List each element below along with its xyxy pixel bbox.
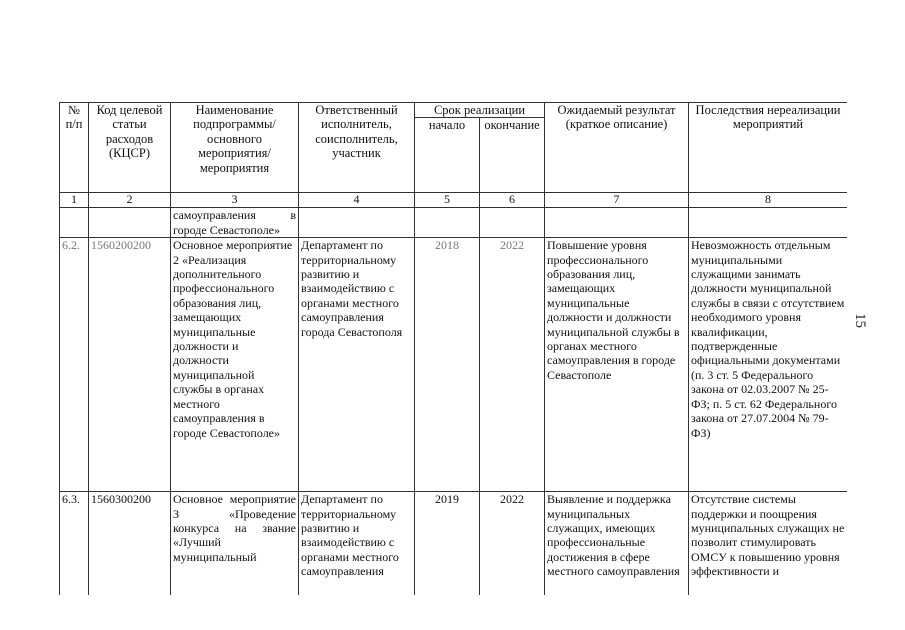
row-end: 2022: [480, 238, 545, 492]
column-number: 8: [689, 193, 847, 208]
row-num: 6.2.: [60, 238, 89, 492]
row-consequences: Невозможность отдельным муниципальными служащими занимать должности муниципальной службы в связи с отсутствием необходимого уровня квалификации, подтвержденные официальными документами (п. 3 ст. 5 Федерального закона от 02.03.2007 № 25-ФЗ; п. 5 ст. 62 Федерального закона от 27.07.2004 № 79-ФЗ): [689, 238, 847, 492]
row-name: самоуправления в городе Севастополе»: [171, 208, 299, 238]
row-start: 2018: [415, 238, 480, 492]
row-responsible: Департамент по территориальному развитию и взаимодействию с органами местного самоуправления города Севастополя: [299, 238, 415, 492]
column-number-row: [60, 193, 848, 208]
header-num: № п/п: [60, 103, 89, 193]
table-header-row: [60, 103, 848, 118]
row-start: [415, 208, 480, 238]
table-row: [60, 208, 848, 238]
page-number: 15: [852, 313, 868, 328]
row-name: Основное мероприятие 3 «Проведение конкурса на звание «Лучший муниципальный: [171, 492, 299, 595]
column-number: 2: [89, 193, 171, 208]
row-name: Основное мероприятие 2 «Реализация дополнительного профессионального образования лиц, замещающих муниципальные должности и должности муниципальной службы в органах местного самоуправления в городе Севастополе»: [171, 238, 299, 492]
column-number: 4: [299, 193, 415, 208]
row-responsible: [299, 208, 415, 238]
header-period: Срок реализации: [415, 103, 545, 118]
header-consequences: Последствия нереализации мероприятий: [689, 103, 847, 193]
program-table: [59, 102, 847, 595]
header-name: Наименование подпрограммы/ основного мероприятия/ мероприятия: [171, 103, 299, 193]
header-end: окончание: [480, 118, 545, 193]
row-end: [480, 208, 545, 238]
table-row: [60, 492, 848, 595]
row-consequences: Отсутствие системы поддержки и поощрения муниципальных служащих не позволит стимулировать ОМСУ к повышению уровня эффективности и: [689, 492, 847, 595]
row-code: [89, 208, 171, 238]
program-table-wrapper: [59, 102, 847, 595]
row-result: Повышение уровня профессионального образования лиц, замещающих муниципальные должности и должности муниципальной службы в органах местного самоуправления в городе Севастополе: [545, 238, 689, 492]
header-start: начало: [415, 118, 480, 193]
column-number: 1: [60, 193, 89, 208]
header-responsible: Ответственный исполнитель, соисполнитель, участник: [299, 103, 415, 193]
header-code: Код целевой статьи расходов (КЦСР): [89, 103, 171, 193]
row-result: [545, 208, 689, 238]
row-start: 2019: [415, 492, 480, 595]
row-code: 1560200200: [89, 238, 171, 492]
row-num: 6.3.: [60, 492, 89, 595]
header-result: Ожидаемый результат (краткое описание): [545, 103, 689, 193]
row-result: Выявление и поддержка муниципальных служащих, имеющих профессиональные достижения в сфере местного самоуправления: [545, 492, 689, 595]
row-responsible: Департамент по территориальному развитию и взаимодействию с органами местного самоуправления: [299, 492, 415, 595]
row-code: 1560300200: [89, 492, 171, 595]
row-end: 2022: [480, 492, 545, 595]
row-consequences: [689, 208, 847, 238]
column-number: 5: [415, 193, 480, 208]
column-number: 6: [480, 193, 545, 208]
column-number: 3: [171, 193, 299, 208]
row-num: [60, 208, 89, 238]
table-row: [60, 238, 848, 492]
column-number: 7: [545, 193, 689, 208]
